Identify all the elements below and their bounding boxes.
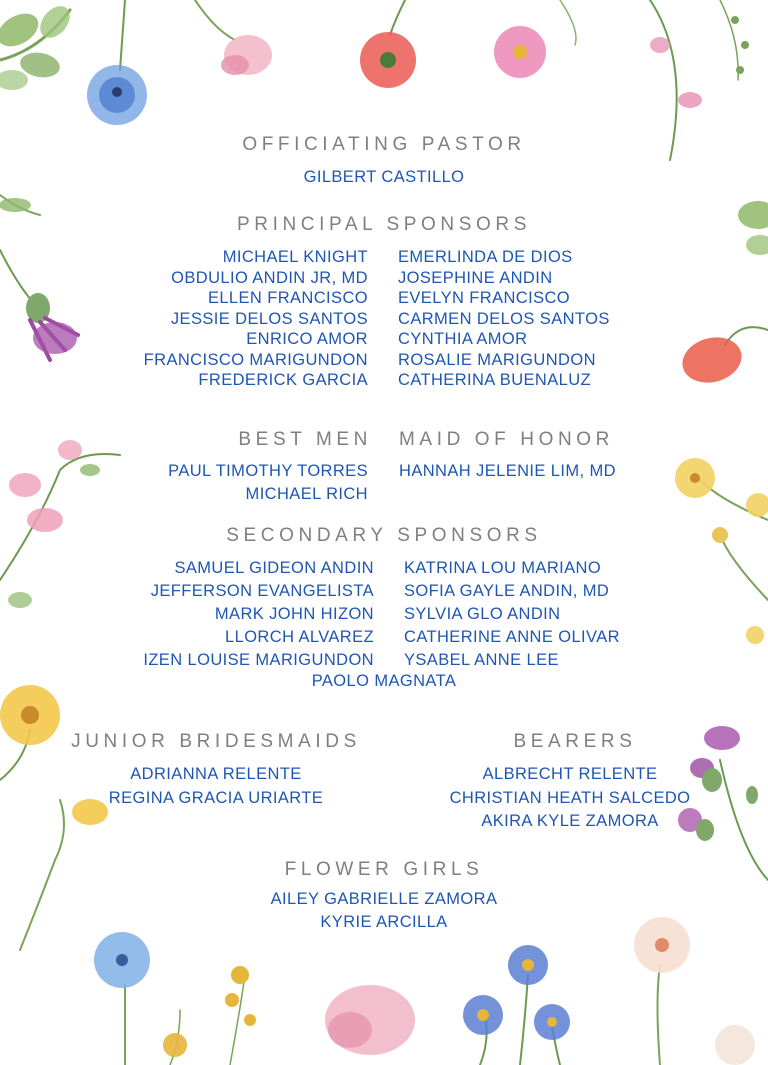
secondary-sponsor-name: CATHERINE ANNE OLIVAR: [404, 628, 620, 646]
principal-sponsor-name: JESSIE DELOS SANTOS: [170, 309, 368, 328]
secondary-sponsor-name: SOFIA GAYLE ANDIN, MD: [404, 582, 610, 600]
principal-sponsors-heading: PRINCIPAL SPONSORS: [237, 214, 531, 235]
best-men-heading: BEST MEN: [238, 429, 372, 450]
secondary-sponsor-name: SAMUEL GIDEON ANDIN: [174, 559, 374, 577]
secondary-sponsor-name: MARK JOHN HIZON: [214, 605, 374, 623]
principal-sponsors-left-column: [144, 246, 368, 391]
maid-of-honor-column: [399, 460, 616, 482]
principal-sponsor-name: MICHAEL KNIGHT: [222, 248, 368, 266]
secondary-sponsors-left-column: [143, 557, 374, 671]
principal-sponsor-name: ROSALIE MARIGUNDON: [398, 350, 596, 369]
junior-bridesmaid-name: ADRIANNA RELENTE: [130, 765, 302, 783]
bearer-name: AKIRA KYLE ZAMORA: [481, 812, 659, 830]
secondary-sponsors-heading: SECONDARY SPONSORS: [226, 525, 542, 546]
principal-sponsor-name: FREDERICK GARCIA: [198, 371, 368, 389]
principal-sponsor-name: JOSEPHINE ANDIN: [398, 268, 553, 287]
bearers-heading: BEARERS: [513, 731, 637, 752]
bearer-name: CHRISTIAN HEATH SALCEDO: [449, 788, 691, 807]
principal-sponsor-name: EMERLINDA DE DIOS: [398, 248, 573, 266]
principal-sponsor-name: ELLEN FRANCISCO: [207, 289, 368, 307]
principal-sponsors-right-column: [398, 246, 610, 391]
principal-sponsor-name: ENRICO AMOR: [246, 330, 368, 348]
secondary-sponsor-name: LLORCH ALVAREZ: [225, 628, 374, 646]
flower-girls-column: [0, 888, 768, 933]
best-man-name: MICHAEL RICH: [245, 484, 368, 503]
flower-girl-name: KYRIE ARCILLA: [320, 913, 448, 931]
principal-sponsor-name: CATHERINA BUENALUZ: [398, 371, 592, 389]
best-men-column: [168, 460, 368, 505]
secondary-sponsor-name: JEFFERSON EVANGELISTA: [150, 582, 374, 600]
bearer-name: ALBRECHT RELENTE: [482, 765, 658, 783]
flower-girl-name: AILEY GABRIELLE ZAMORA: [270, 890, 498, 908]
junior-bridesmaid-name: REGINA GRACIA URIARTE: [108, 788, 324, 807]
secondary-sponsors-right-column: [404, 557, 620, 671]
principal-sponsor-name: FRANCISCO MARIGUNDON: [143, 350, 368, 369]
junior-bridesmaids-heading: JUNIOR BRIDESMAIDS: [71, 731, 361, 752]
principal-sponsor-name: CARMEN DELOS SANTOS: [398, 309, 610, 328]
bearers-column: [430, 763, 710, 832]
flower-girls-heading: FLOWER GIRLS: [284, 859, 484, 880]
principal-sponsor-name: CYNTHIA AMOR: [398, 330, 528, 348]
secondary-sponsor-name: KATRINA LOU MARIANO: [404, 559, 602, 577]
secondary-sponsor-name-center: PAOLO MAGNATA: [311, 672, 457, 690]
principal-sponsor-name: EVELYN FRANCISCO: [398, 289, 571, 307]
best-man-name: PAUL TIMOTHY TORRES: [168, 462, 368, 480]
junior-bridesmaids-column: [48, 763, 384, 809]
secondary-sponsor-name: YSABEL ANNE LEE: [404, 651, 559, 669]
maid-of-honor-heading: MAID OF HONOR: [399, 429, 614, 450]
officiating-pastor-name: GILBERT CASTILLO: [303, 168, 465, 186]
secondary-sponsor-name: IZEN LOUISE MARIGUNDON: [143, 651, 374, 669]
principal-sponsor-name: OBDULIO ANDIN JR, MD: [171, 268, 368, 287]
maid-of-honor-name: HANNAH JELENIE LIM, MD: [399, 462, 616, 480]
secondary-sponsor-name: SYLVIA GLO ANDIN: [404, 605, 561, 623]
officiating-pastor-heading: OFFICIATING PASTOR: [242, 134, 526, 155]
